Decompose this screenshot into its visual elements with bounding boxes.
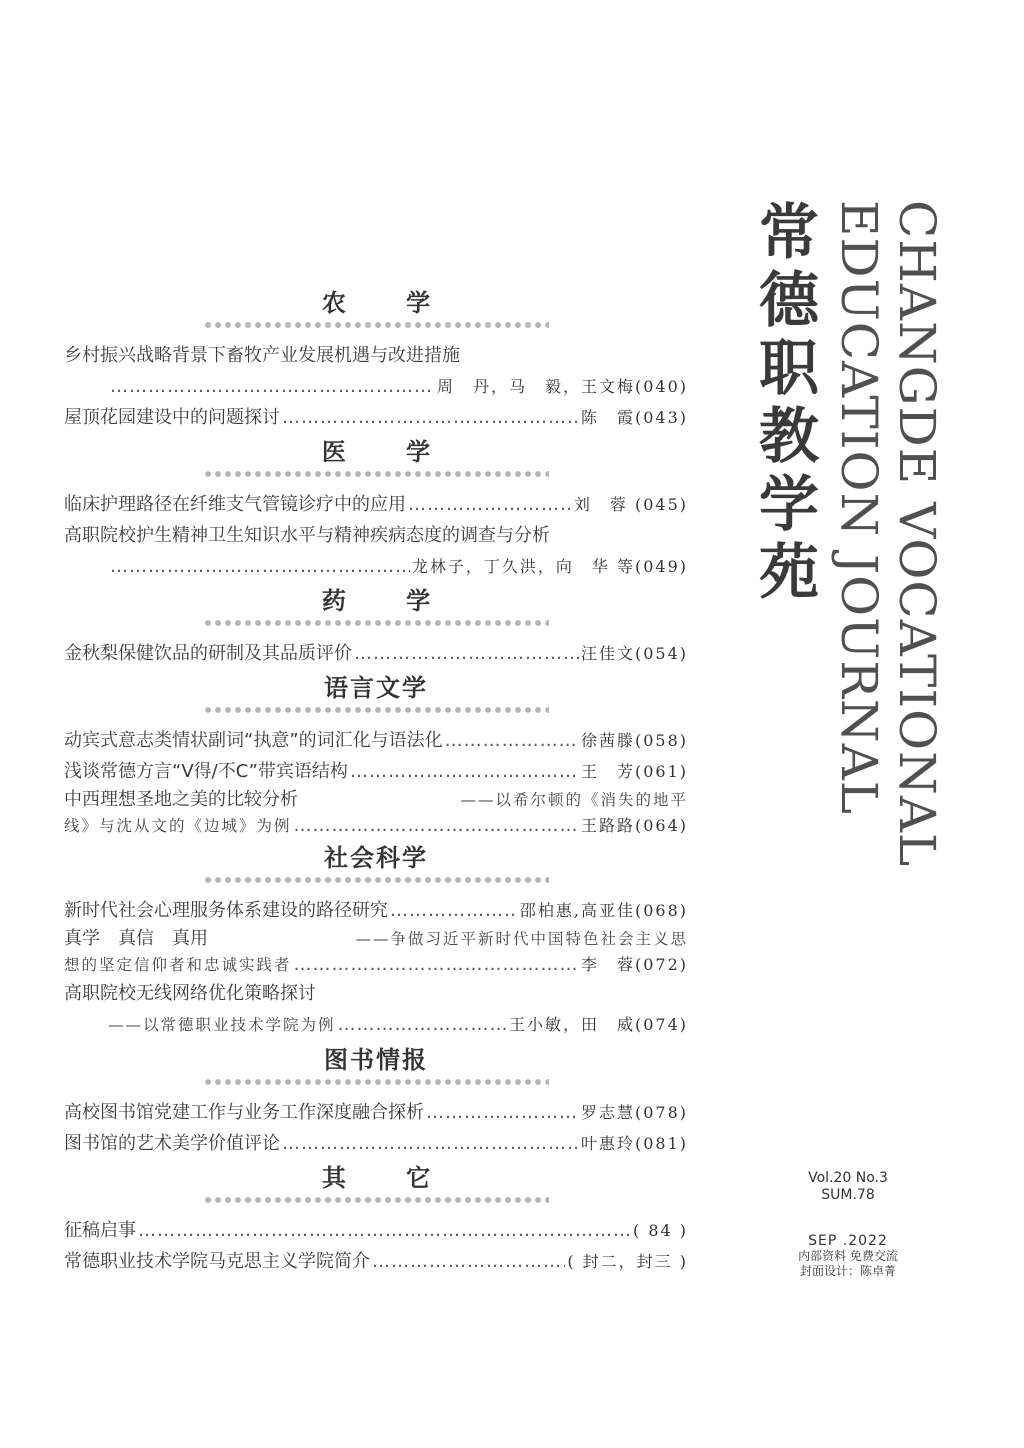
toc-entry[interactable] bbox=[64, 489, 688, 520]
toc-entry[interactable] bbox=[64, 1097, 688, 1128]
leader-dots bbox=[426, 1097, 579, 1128]
article-subtitle: ——争做习近平新时代中国特色社会主义思 bbox=[355, 930, 688, 948]
leader-dots bbox=[338, 1009, 507, 1040]
article-author: 叶惠玲(081) bbox=[580, 1134, 688, 1153]
ornament-divider bbox=[203, 618, 549, 628]
sum-number: SUM.78 bbox=[821, 1187, 875, 1203]
leader-dots bbox=[445, 725, 579, 756]
toc-entry[interactable] bbox=[64, 638, 688, 669]
article-title: 中西理想圣地之美的比较分析 bbox=[64, 789, 298, 810]
toc-entry[interactable] bbox=[64, 1215, 688, 1246]
section-header-social-science bbox=[64, 843, 688, 885]
table-of-contents bbox=[64, 288, 688, 1277]
article-subtitle: 线》与沈从文的《边城》为例 bbox=[64, 817, 292, 835]
section-title: 社会科学 bbox=[324, 844, 428, 872]
leader-dots bbox=[350, 756, 579, 787]
article-author: 周 丹，马 毅，王文梅(040) bbox=[436, 377, 688, 396]
article-subtitle: 想的坚定信仰者和忠诚实践者 bbox=[64, 956, 292, 974]
article-title: 常德职业技术学院马克思主义学院简介 bbox=[64, 1251, 370, 1272]
section-header-linguistics bbox=[64, 673, 688, 715]
leader-dots bbox=[408, 489, 572, 520]
distribution-note: 内部资料 免费交流 bbox=[798, 1249, 898, 1263]
toc-entry[interactable] bbox=[64, 725, 688, 756]
section-title: 药 学 bbox=[321, 587, 457, 615]
leader-dots bbox=[110, 551, 410, 582]
article-title: 乡村振兴战略背景下畜牧产业发展机遇与改进措施 bbox=[64, 345, 460, 366]
article-subtitle: ——以希尔顿的《消失的地平 bbox=[460, 791, 688, 809]
toc-entry[interactable] bbox=[64, 1246, 688, 1277]
toc-entry[interactable] bbox=[64, 895, 688, 926]
article-title: 真学 真信 真用 bbox=[64, 928, 208, 949]
journal-title-chinese: 常德职教学苑 bbox=[749, 200, 819, 608]
leader-dots bbox=[294, 952, 579, 978]
article-author: 王路路(064) bbox=[580, 816, 688, 835]
article-title: 图书馆的艺术美学价值评论 bbox=[64, 1133, 280, 1154]
ornament-divider bbox=[203, 1195, 549, 1205]
toc-entry[interactable] bbox=[64, 978, 688, 1041]
section-header-other bbox=[64, 1163, 688, 1205]
section-header-library bbox=[64, 1045, 688, 1087]
cover-design-credit: 封面设计：陈卓菁 bbox=[799, 1264, 896, 1278]
ornament-divider bbox=[203, 875, 549, 885]
article-title: 高职院校无线网络优化策略探讨 bbox=[64, 983, 316, 1004]
article-title: 金秋梨保健饮品的研制及其品质评价 bbox=[64, 643, 352, 664]
toc-entry[interactable] bbox=[64, 756, 688, 787]
section-title: 医 学 bbox=[321, 438, 457, 466]
article-title: 屋顶花园建设中的问题探讨 bbox=[64, 407, 280, 428]
leader-dots bbox=[110, 371, 435, 402]
article-author: 汪佳文(054) bbox=[580, 644, 688, 663]
publication-date: SEP .2022 bbox=[808, 1233, 888, 1249]
volume-info bbox=[800, 1170, 896, 1204]
toc-entry[interactable] bbox=[64, 1128, 688, 1159]
section-title: 其 它 bbox=[321, 1164, 457, 1192]
leader-dots bbox=[390, 895, 518, 926]
section-title: 语言文学 bbox=[324, 674, 428, 702]
article-title: 高校图书馆党建工作与业务工作深度融合探析 bbox=[64, 1102, 424, 1123]
section-header-agriculture bbox=[64, 288, 688, 330]
leader-dots bbox=[372, 1246, 565, 1277]
section-title: 图书情报 bbox=[324, 1046, 428, 1074]
article-subtitle: ——以常德职业技术学院为例 bbox=[108, 1016, 336, 1034]
article-author: 徐茜滕(058) bbox=[580, 731, 688, 750]
toc-entry[interactable] bbox=[64, 520, 688, 582]
article-author: 邵柏惠,高亚佳(068) bbox=[519, 901, 688, 920]
article-title: 临床护理路径在纤维支气管镜诊疗中的应用 bbox=[64, 494, 406, 515]
journal-title-english-line1: CHANGDE VOCATIONAL bbox=[888, 200, 946, 868]
article-title: 高职院校护生精神卫生知识水平与精神疾病态度的调查与分析 bbox=[64, 525, 550, 546]
toc-entry[interactable] bbox=[64, 787, 688, 839]
leader-dots bbox=[282, 1128, 579, 1159]
article-author: ( 封二，封三 ) bbox=[567, 1252, 688, 1271]
section-header-pharmacy bbox=[64, 586, 688, 628]
ornament-divider bbox=[203, 469, 549, 479]
article-title: 新时代社会心理服务体系建设的路径研究 bbox=[64, 900, 388, 921]
publication-info bbox=[788, 1234, 908, 1279]
leader-dots bbox=[282, 402, 579, 433]
article-title: 浅谈常德方言“V得/不C”带宾语结构 bbox=[64, 761, 348, 782]
ornament-divider bbox=[203, 320, 549, 330]
ornament-divider bbox=[203, 705, 549, 715]
article-author: 李 蓉(072) bbox=[580, 955, 688, 974]
article-author: 王小敏，田 威(074) bbox=[508, 1015, 688, 1034]
leader-dots bbox=[354, 638, 579, 669]
article-title: 动宾式意志类情状副词“执意”的词汇化与语法化 bbox=[64, 730, 443, 751]
toc-entry[interactable] bbox=[64, 340, 688, 402]
leader-dots bbox=[294, 813, 579, 839]
section-header-medicine bbox=[64, 437, 688, 479]
article-author: 刘 蓉 (045) bbox=[573, 495, 688, 514]
ornament-divider bbox=[203, 1077, 549, 1087]
article-title: 征稿启事 bbox=[64, 1220, 136, 1241]
article-author: 陈 霞(043) bbox=[580, 408, 688, 427]
toc-entry[interactable] bbox=[64, 926, 688, 978]
toc-entry[interactable] bbox=[64, 402, 688, 433]
article-author: 王 芳(061) bbox=[580, 762, 688, 781]
journal-title-english-line2: EDUCATION JOURNAL bbox=[830, 200, 888, 815]
article-author: 龙林子，丁久洪，向 华 等(049) bbox=[411, 557, 688, 576]
article-author: 罗志慧(078) bbox=[580, 1103, 688, 1122]
volume-number: Vol.20 No.3 bbox=[808, 1170, 888, 1186]
leader-dots bbox=[138, 1215, 631, 1246]
article-author: ( 84 ) bbox=[632, 1221, 688, 1240]
section-title: 农 学 bbox=[321, 289, 457, 317]
